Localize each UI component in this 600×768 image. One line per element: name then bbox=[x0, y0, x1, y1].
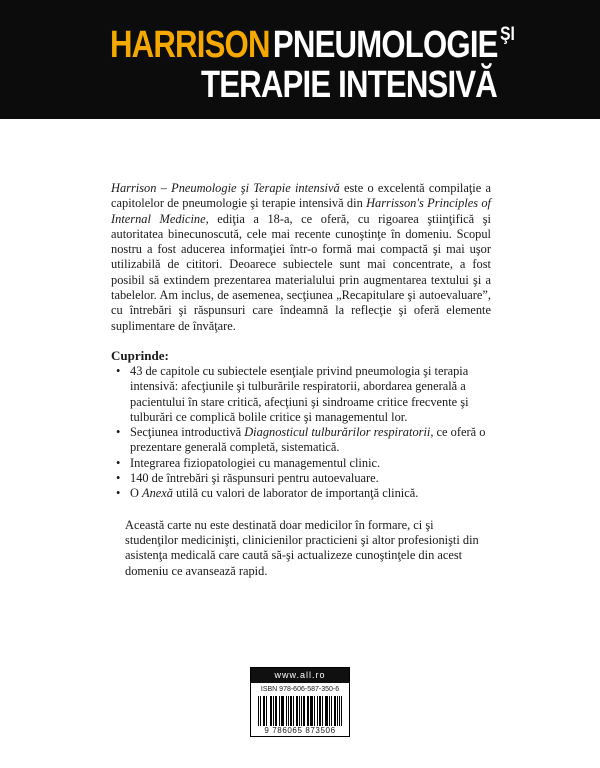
contents-heading: Cuprinde: bbox=[111, 347, 169, 363]
item-text: utilă cu valori de laborator de importanţă clinică. bbox=[173, 486, 419, 501]
list-item bbox=[130, 425, 491, 456]
barcode-box bbox=[250, 667, 350, 737]
isbn-label: ISBN 978-606-587-350-6 bbox=[260, 686, 340, 693]
title-subject-1: PNEUMOLOGIE bbox=[272, 24, 498, 66]
contents-list bbox=[111, 364, 491, 502]
title-line-1 bbox=[110, 23, 515, 67]
intro-text-1: este o excelentă compilaţie a capitolelor de pneumologie şi terapie intensivă din bbox=[111, 181, 491, 211]
intro-text-2: , ediţia a 18-a, ce oferă, cu rigoarea ştiinţifică şi autoritatea binecunoscută, cele mai recente cunoştinţe în domeniu. Scopul nostru a fost aducerea informaţiei într-o formă mai compactă şi mai uşor utilizabilă de cititori. Deoarece subiectele sunt mai concentrate, a fost posibil să extindem prezentarea materialului prin augmentarea textului şi a tabelelor. Am inclus, de asemenea, secţiunea „Recapitulare şi autoevaluare”, cu întrebări şi răspunsuri care îndeamnă la reflecţie şi oferă elemente suplimentare de învăţare. bbox=[111, 211, 491, 333]
barcode-digits: 9 786065 873506 bbox=[264, 726, 336, 735]
title-conjunction: ŞI bbox=[500, 24, 515, 45]
intro-paragraph bbox=[111, 181, 491, 334]
item-italic: Anexă bbox=[142, 486, 174, 501]
list-item bbox=[130, 486, 491, 501]
list-item: • 140 de întrebări şi răspunsuri pentru autoevaluare. bbox=[130, 471, 491, 486]
source-title-italic: Harrisson's Principles of Internal Medicine bbox=[111, 196, 492, 226]
cover-header bbox=[0, 0, 600, 119]
book-title-italic: Harrison – Pneumologie şi Terapie intensivă bbox=[111, 181, 340, 195]
item-text: ce oferă o prezentare generală completă, sistematică. bbox=[130, 425, 486, 455]
brand-name: HARRISON bbox=[110, 24, 270, 66]
closing-paragraph: Această carte nu este destinată doar medicilor în formare, ci şi studenţilor medicinişti, clinicienilor practicieni şi altor profesionişti din asistenţa medicală care caută să-şi actualizeze cunoştinţele din acest domeniu ce avansează rapid. bbox=[125, 517, 479, 578]
item-italic: Diagnosticul tulburărilor respiratorii, bbox=[244, 425, 434, 440]
item-text: Secţiunea introductivă bbox=[130, 425, 245, 440]
title-line-2: TERAPIE INTENSIVĂ bbox=[201, 64, 497, 106]
back-cover-text bbox=[111, 181, 491, 579]
list-item: • 43 de capitole cu subiectele esenţiale privind pneumologia şi terapia intensivă: afecţiunile şi tulburările respiratorii, abordarea generală a pacientului în stare critică, afecţiuni şi sindroame critice frecvente şi tulburări ce complică bolile critice şi managementul lor. bbox=[130, 364, 491, 425]
item-text: O bbox=[130, 486, 143, 501]
publisher-url: www.all.ro bbox=[251, 668, 349, 683]
list-item: • Integrarea fiziopatologiei cu managementul clinic. bbox=[130, 456, 491, 471]
barcode-icon bbox=[258, 696, 342, 726]
